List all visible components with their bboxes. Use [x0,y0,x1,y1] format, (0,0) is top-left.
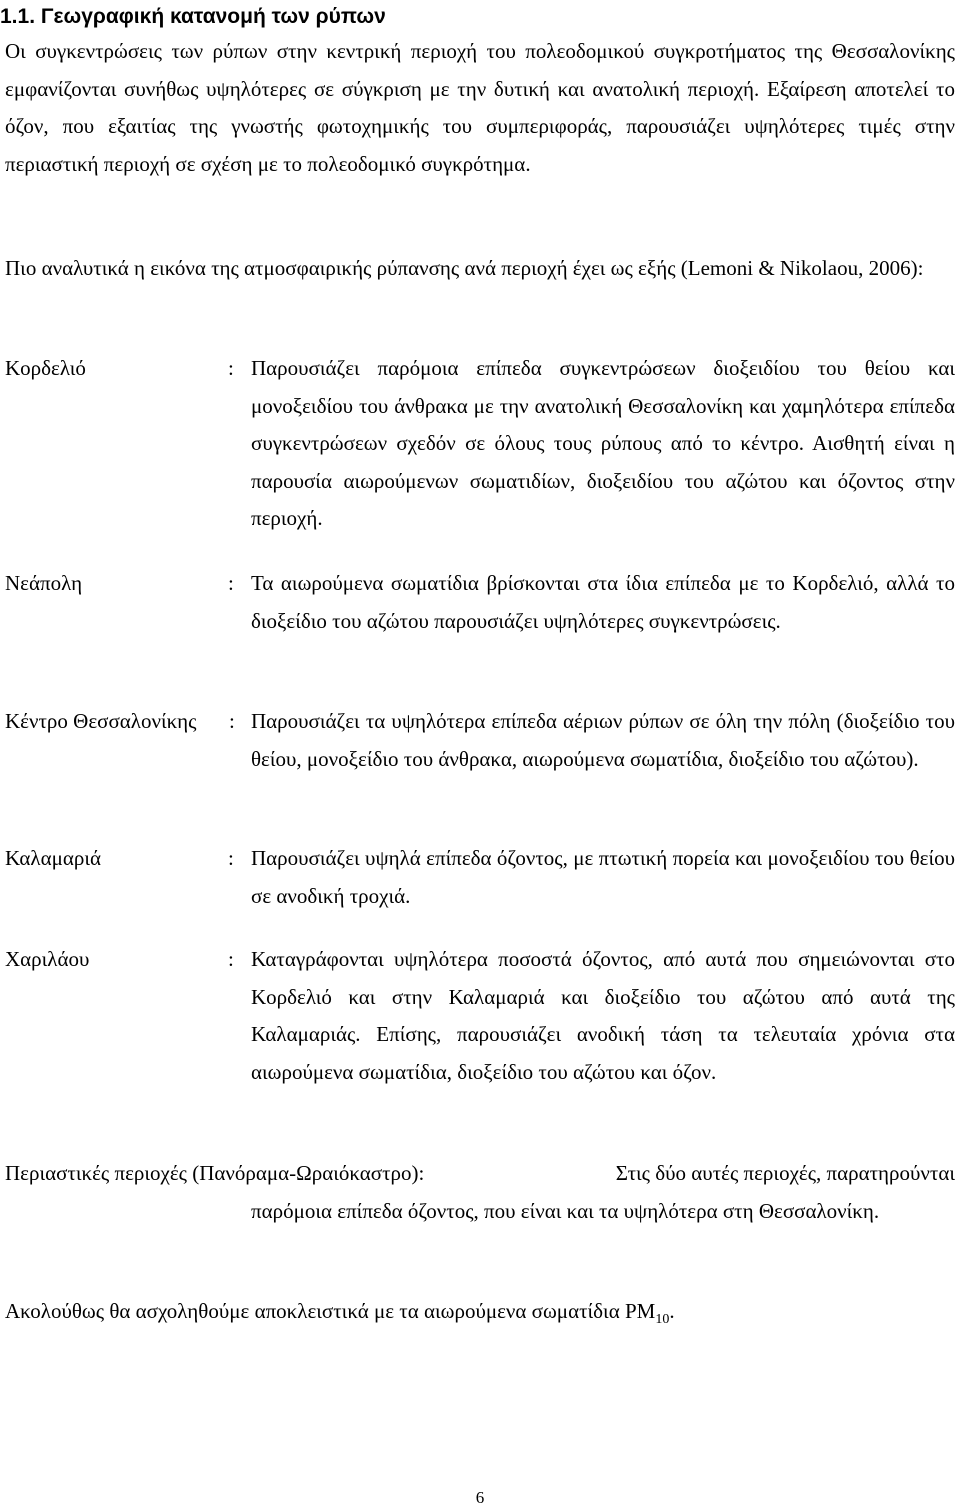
area-name: Χαριλάου [5,947,90,971]
area-colon: : [228,947,234,971]
area-description-rest: παρόμοια επίπεδα όζοντος, που είναι και τα υψηλότερα στη Θεσσαλονίκη. [251,1198,880,1223]
area-name: Νεάπολη [5,571,83,595]
area-description: Παρουσιάζει τα υψηλότερα επίπεδα αέριων ρύπων σε όλη την πόλη (διοξείδιο του θείου, μονοξείδιο του άνθρακα, αιωρούμενα σωματίδια, διοξείδιο του αζώτου). [251,709,955,771]
area-name: Κορδελιό [5,356,86,380]
area-name: Περιαστικές περιοχές (Πανόραμα-Ωραιόκαστρο): [5,1161,425,1185]
area-description: Παρουσιάζει υψηλά επίπεδα όζοντος, με πτωτική πορεία και μονοξειδίου του θείου σε ανοδική τροχιά. [251,846,955,908]
area-entry-charilaou [5,941,955,1131]
area-description: Παρουσιάζει παρόμοια επίπεδα συγκεντρώσεων διοξειδίου του θείου και μονοξειδίου του άνθρακα με την ανατολική Θεσσαλονίκη και χαμηλότερα επίπεδα συγκεντρώσεων σχεδόν σε όλους τους ρύπους από το κέντρο. Αισθητή είναι η παρουσία αιωρούμενων σωματιδίων, διοξειδίου του αζώτου και όζοντος στην περιοχή. [251,356,955,530]
area-name: Κέντρο Θεσσαλονίκης [5,709,197,733]
area-description: Τα αιωρούμενα σωματίδια βρίσκονται στα ίδια επίπεδα με το Κορδελιό, αλλά το διοξείδιο του αζώτου παρουσιάζει υψηλότερες συγκεντρώσεις. [251,571,955,633]
intro-paragraph-1: Οι συγκεντρώσεις των ρύπων στην κεντρική περιοχή του πολεοδομικού συγκροτήματος της Θεσσαλονίκης εμφανίζονται συνήθως υψηλότερες σε σύγκριση με την δυτική και ανατολική περιοχή. Εξαίρεση αποτελεί το όζον, που εξαιτίας της γνωστής φωτοχημικής του συμπεριφοράς, παρουσιάζει υψηλότερες τιμές στην περιαστική περιοχή σε σχέση με το πολεοδομικό συγκρότημα. [5,39,955,176]
section-heading: 1.1. Γεωγραφική κατανομή των ρύπων [0,5,386,28]
area-entry-kalamaria [5,840,955,920]
area-entry-kentro [5,703,955,818]
area-description-first-line: Στις δύο αυτές περιοχές, παρατηρούνται [615,1161,955,1185]
area-entry-kordelio [5,350,955,540]
page-number: 6 [475,1488,485,1507]
area-colon: : [229,709,235,733]
conclusion-paragraph [5,1293,955,1331]
conclusion-subscript: 10 [655,1312,670,1328]
area-name: Καλαμαριά [5,846,101,870]
periastikes-first-line [5,1155,955,1193]
area-entry-neapoli [5,565,955,680]
area-entry-periastikes [5,1155,955,1270]
area-description: Καταγράφονται υψηλότερα ποσοστά όζοντος, από αυτά που σημειώνονται στο Κορδελιό και στην Καλαμαριά και διοξείδιο του αζώτου από αυτά της Καλαμαριάς. Επίσης, παρουσιάζει ανοδική τάση τα τελευταία χρόνια στα αιωρούμενα σωματίδια, διοξείδιο του αζώτου και όζον. [251,947,955,1084]
area-colon: : [228,356,234,380]
conclusion-end: . [669,1299,675,1323]
conclusion-text: Ακολούθως θα ασχοληθούμε αποκλειστικά με τα αιωρούμενα σωματίδια PM [5,1299,656,1323]
intro-paragraph-2: Πιο αναλυτικά η εικόνα της ατμοσφαιρικής ρύπανσης ανά περιοχή έχει ως εξής (Lemoni & Nikolaou, 2006): [5,256,924,280]
area-colon: : [228,846,234,870]
area-colon: : [228,571,234,595]
